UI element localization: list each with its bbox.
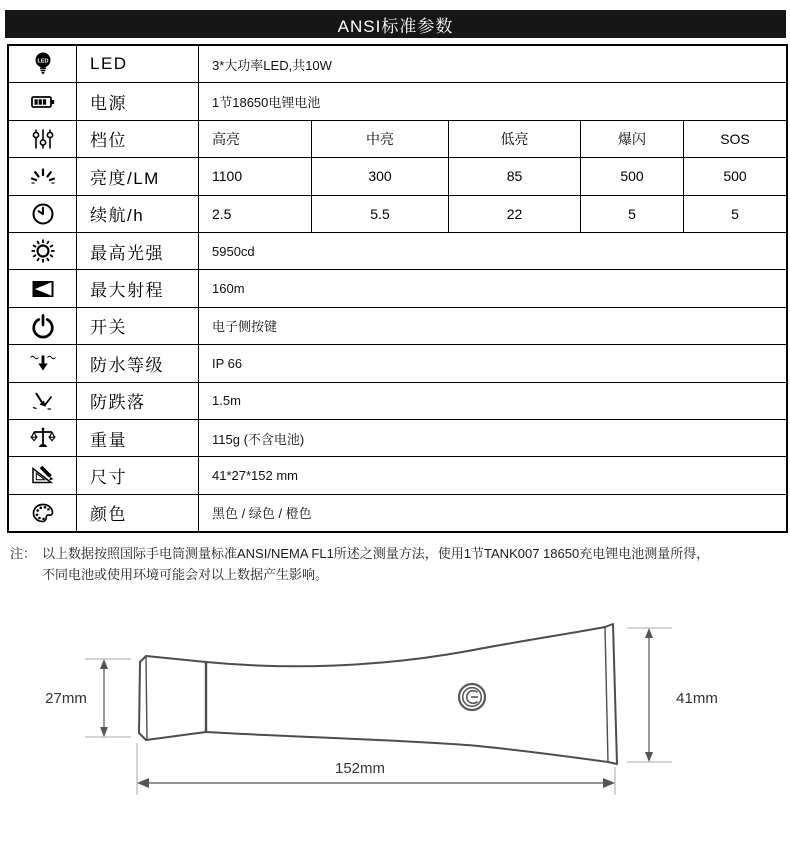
row-label: 开关 bbox=[77, 308, 199, 344]
row-label: 防跌落 bbox=[77, 383, 199, 419]
table-row-waterproof bbox=[9, 345, 786, 382]
row-value: 115g (不含电池) bbox=[212, 431, 305, 447]
mode-high: 高亮 bbox=[199, 121, 312, 157]
lumens-sos: 500 bbox=[723, 168, 747, 185]
mode-strobe: 爆闪 bbox=[581, 121, 684, 157]
side-switch-drawing bbox=[459, 684, 485, 710]
row-label: 档位 bbox=[77, 121, 199, 157]
row-label: 重量 bbox=[77, 420, 199, 456]
row-value: IP 66 bbox=[212, 355, 243, 371]
row-value: 5950cd bbox=[212, 243, 255, 259]
palette-icon bbox=[9, 495, 77, 531]
row-label: LED bbox=[77, 46, 199, 82]
table-row-modes bbox=[9, 121, 786, 158]
row-label: 尺寸 bbox=[77, 457, 199, 493]
row-label: 防水等级 bbox=[77, 345, 199, 381]
row-label: 最高光强 bbox=[77, 233, 199, 269]
title-bar bbox=[5, 10, 786, 38]
tail-height-label: 27mm bbox=[45, 690, 87, 707]
table-row-beam-distance bbox=[9, 270, 786, 307]
battery-icon bbox=[9, 83, 77, 119]
power-icon bbox=[9, 308, 77, 344]
row-label: 续航/h bbox=[77, 196, 199, 232]
table-row-weight bbox=[9, 420, 786, 457]
lumens-strobe: 500 bbox=[581, 158, 684, 194]
note-line-1: 以上数据按照国际手电筒测量标准ANSI/NEMA FL1所述之测量方法，使用1节TANK007 18650充电锂电池测量所得， bbox=[42, 546, 710, 561]
row-label: 电源 bbox=[77, 83, 199, 119]
runtime-low: 22 bbox=[449, 196, 581, 232]
dimension-head bbox=[627, 628, 718, 762]
flashlight-outline bbox=[139, 624, 617, 764]
runtime-mid: 5.5 bbox=[312, 196, 449, 232]
svg-text:LED: LED bbox=[37, 58, 48, 65]
table-row-intensity bbox=[9, 233, 786, 270]
flashlight-dimension-drawing bbox=[0, 606, 790, 831]
row-label: 最大射程 bbox=[77, 270, 199, 306]
measurement-note bbox=[10, 543, 784, 586]
row-value: 1.5m bbox=[212, 393, 241, 409]
page-title: ANSI标准参数 bbox=[337, 16, 454, 36]
runtime-strobe: 5 bbox=[581, 196, 684, 232]
sun-icon bbox=[9, 233, 77, 269]
sliders-icon bbox=[9, 121, 77, 157]
table-row-power-source bbox=[9, 83, 786, 120]
table-row-switch bbox=[9, 308, 786, 345]
row-value: 电子侧按键 bbox=[212, 319, 278, 335]
table-row-drop bbox=[9, 383, 786, 420]
row-value: 黑色 / 绿色 / 橙色 bbox=[212, 506, 312, 522]
mode-mid: 中亮 bbox=[312, 121, 449, 157]
note-prefix: 注： bbox=[10, 546, 37, 561]
spec-table bbox=[7, 44, 788, 533]
table-row-color bbox=[9, 495, 786, 531]
note-text bbox=[42, 543, 784, 586]
lumens-high: 1100 bbox=[199, 158, 312, 194]
lumens-low: 85 bbox=[449, 158, 581, 194]
row-value: 160m bbox=[212, 281, 245, 297]
waterproof-icon bbox=[9, 345, 77, 381]
row-value: 41*27*152 mm bbox=[212, 467, 298, 483]
scale-icon bbox=[9, 420, 77, 456]
runtime-high: 2.5 bbox=[199, 196, 312, 232]
mode-sos: SOS bbox=[720, 130, 750, 147]
clock-icon bbox=[9, 196, 77, 232]
row-value: 1节18650电锂电池 bbox=[212, 95, 321, 111]
lumens-mid: 300 bbox=[312, 158, 449, 194]
row-label: 颜色 bbox=[77, 495, 199, 531]
note-line-2: 不同电池或使用环境可能会对以上数据产生影响。 bbox=[42, 567, 329, 583]
table-row-runtime bbox=[9, 196, 786, 233]
ruler-pencil-icon bbox=[9, 457, 77, 493]
dimension-tail bbox=[45, 659, 131, 737]
table-row-brightness bbox=[9, 158, 786, 195]
row-label: 亮度/LM bbox=[77, 158, 199, 194]
beam-icon bbox=[9, 270, 77, 306]
row-value: 3*大功率LED,共10W bbox=[212, 57, 332, 73]
table-row-led bbox=[9, 46, 786, 83]
table-row-dimensions bbox=[9, 457, 786, 494]
drop-impact-icon bbox=[9, 383, 77, 419]
brightness-icon bbox=[9, 158, 77, 194]
head-height-label: 41mm bbox=[676, 690, 718, 707]
led-bulb-icon bbox=[9, 46, 77, 82]
runtime-sos: 5 bbox=[731, 205, 739, 222]
dimension-length bbox=[137, 743, 615, 795]
mode-low: 低亮 bbox=[449, 121, 581, 157]
length-label: 152mm bbox=[334, 760, 386, 777]
